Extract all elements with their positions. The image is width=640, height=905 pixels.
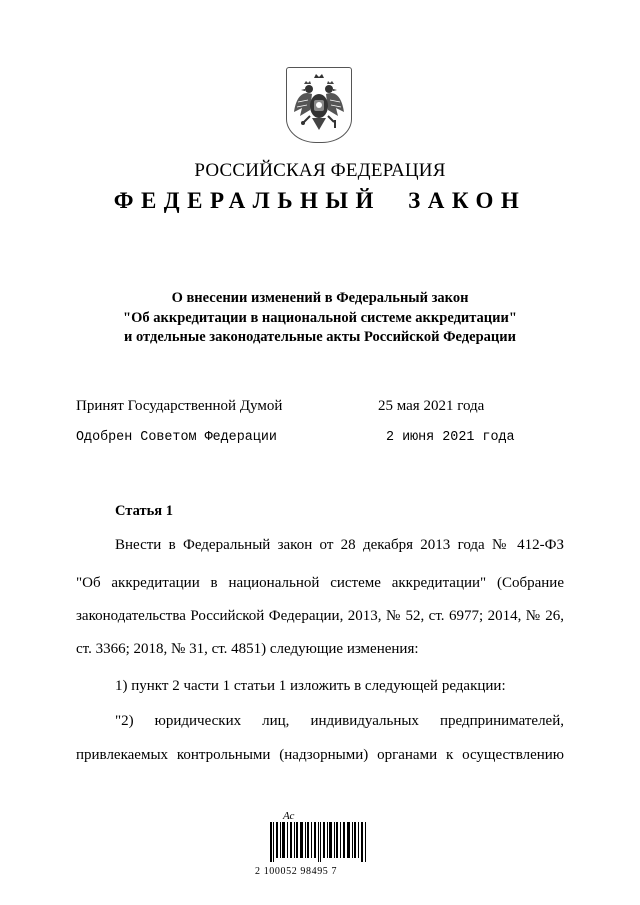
barcode-mark: Ас (283, 810, 295, 822)
article-text-line: Внести в Федеральный закон от 28 декабря 2013 года № 412-ФЗ (115, 537, 564, 553)
law-title-line: "Об аккредитации в национальной системе аккредитации" (123, 309, 517, 326)
article-heading: Статья 1 (115, 503, 173, 519)
barcode (270, 822, 370, 862)
article-text-line: 1) пункт 2 части 1 статьи 1 изложить в следующей редакции: (115, 678, 506, 694)
article-text-line: привлекаемых контрольными (надзорными) органами к осуществлению (76, 747, 564, 763)
article-text-line: "2) юридических лиц, индивидуальных предпринимателей, (115, 713, 564, 729)
council-approval-date: 2 июня 2021 года (386, 430, 515, 445)
article-text-line: "Об аккредитации в национальной системе аккредитации" (Собрание (76, 575, 564, 591)
law-title-line: и отдельные законодательные акты Российской Федерации (124, 329, 516, 345)
coat-of-arms-emblem (286, 67, 352, 143)
barcode-number: 2 100052 98495 7 (255, 866, 338, 877)
country-name: РОССИЙСКАЯ ФЕДЕРАЦИЯ (194, 160, 446, 181)
article-text-line: законодательства Российской Федерации, 2013, № 52, ст. 6977; 2014, № 26, (76, 608, 564, 624)
law-title (0, 289, 640, 348)
duma-adoption-date: 25 мая 2021 года (378, 398, 485, 414)
council-approval-label: Одобрен Советом Федерации (76, 430, 277, 445)
law-title-line: О внесении изменений в Федеральный закон (171, 290, 469, 306)
article-text-line: ст. 3366; 2018, № 31, ст. 4851) следующие изменения: (76, 641, 419, 657)
double-headed-eagle-icon (290, 72, 348, 138)
law-type-heading: ФЕДЕРАЛЬНЫЙ ЗАКОН (113, 188, 527, 213)
duma-adoption-label: Принят Государственной Думой (76, 398, 283, 414)
